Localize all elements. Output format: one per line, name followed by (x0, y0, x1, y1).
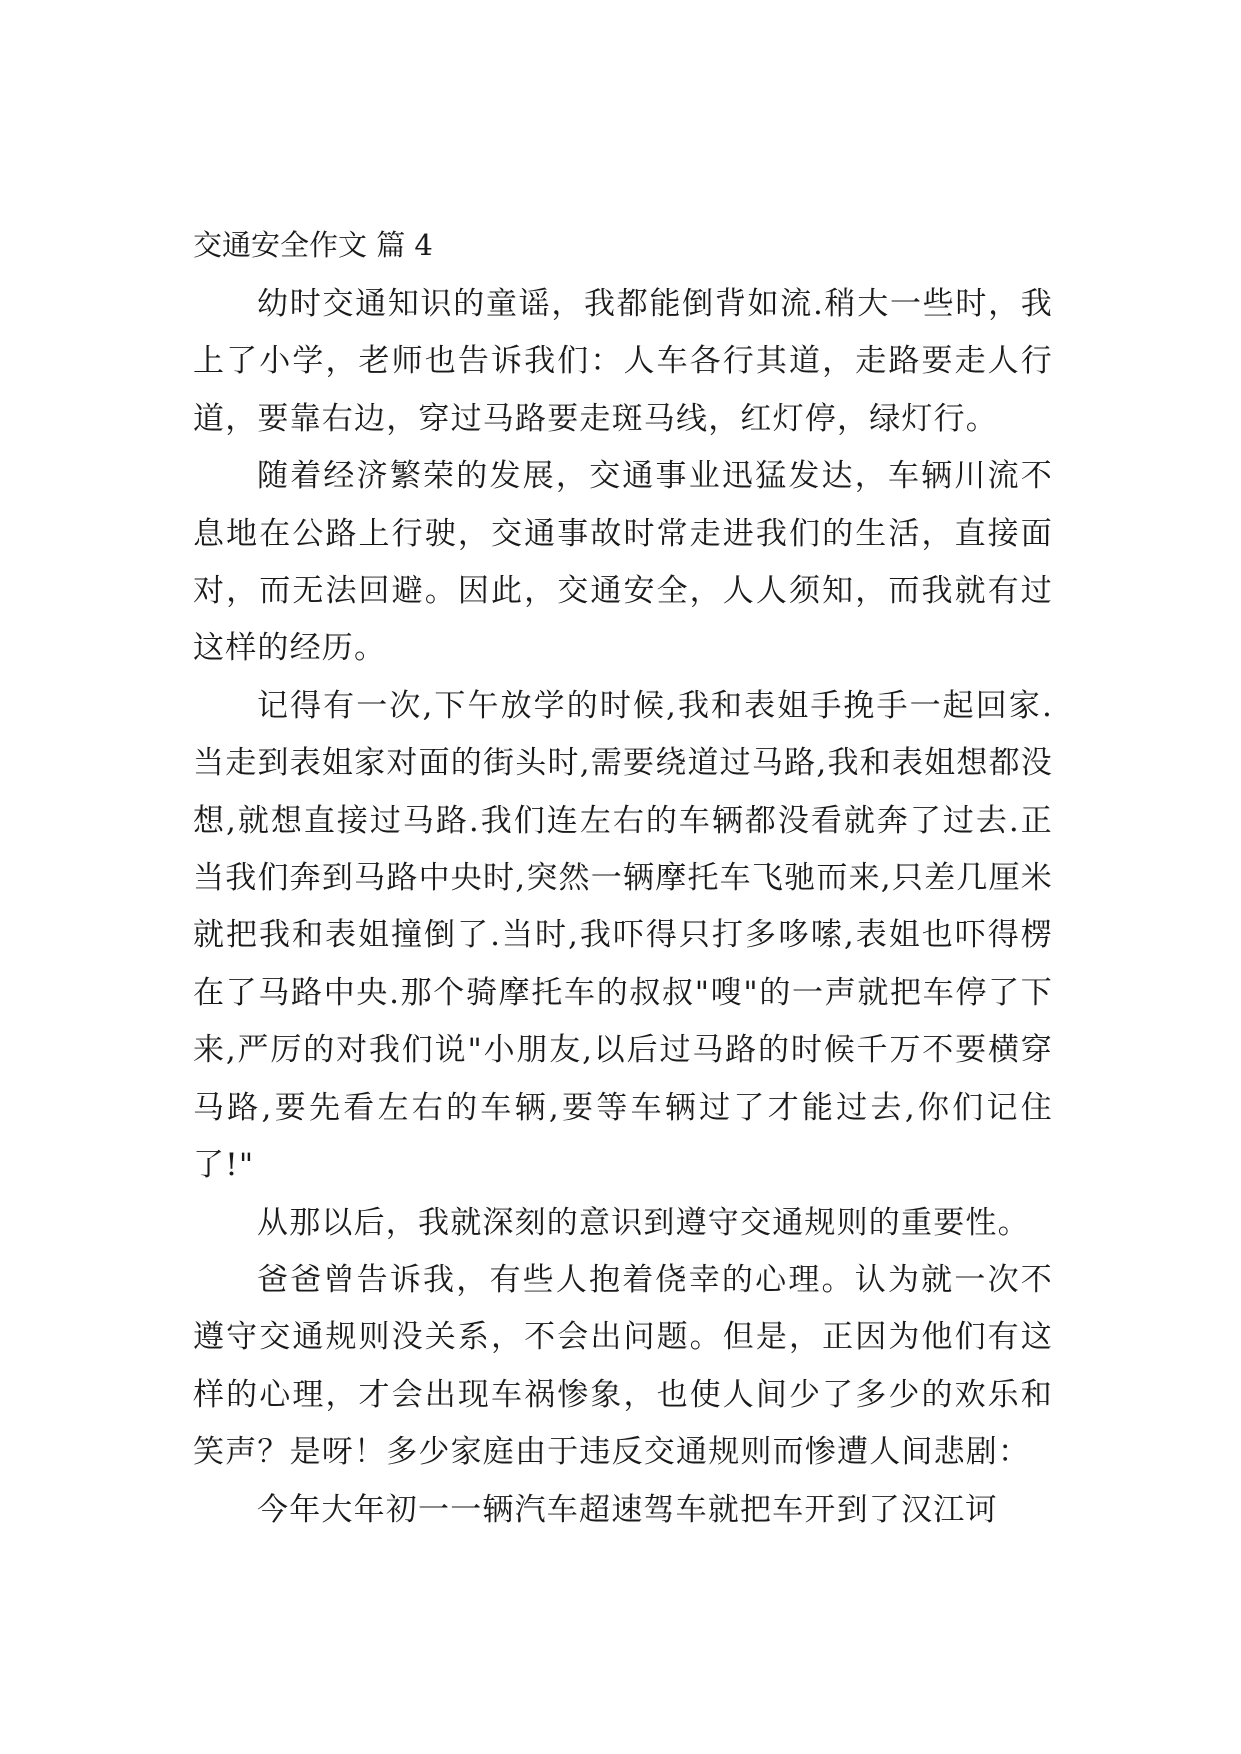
document-page (193, 222, 1053, 1539)
paragraph-4: 从那以后，我就深刻的意识到遵守交通规则的重要性。 (257, 1204, 1030, 1241)
document-title: 交通安全作文 篇 4 (193, 228, 433, 262)
paragraph-1: 幼时交通知识的童谣，我都能倒背如流.稍大一些时，我上了小学，老师也告诉我们：人车各行其道，走路要走人行道，要靠右边，穿过马路要走斑马线，红灯停，绿灯行。 (193, 286, 1053, 437)
paragraph-3: 记得有一次,下午放学的时候,我和表姐手挽手一起回家.当走到表姐家对面的街头时,需要绕道过马路,我和表姐想都没想,就想直接过马路.我们连左右的车辆都没看就奔了过去.正当我们奔到马路中央时,突然一辆摩托车飞驰而来,只差几厘米就把我和表姐撞倒了.当时,我吓得只打多哆嗦,表姐也吓得楞在了马路中央.那个骑摩托车的叔叔"嗖"的一声就把车停了下来,严厉的对我们说"小朋友,以后过马路的时候千万不要横穿马路,要先看左右的车辆,要等车辆过了才能过去,你们记住了!" (193, 687, 1053, 1184)
paragraph-6: 今年大年初一一辆汽车超速驾车就把车开到了汉江诃 (257, 1491, 998, 1528)
paragraph-5: 爸爸曾告诉我，有些人抱着侥幸的心理。认为就一次不遵守交通规则没关系，不会出问题。但是，正因为他们有这样的心理，才会出现车祸惨象，也使人间少了多少的欢乐和笑声？是呀！多少家庭由于违反交通规则而惨遭人间悲剧： (193, 1261, 1053, 1471)
paragraph-2: 随着经济繁荣的发展，交通事业迅猛发达，车辆川流不息地在公路上行驶，交通事故时常走进我们的生活，直接面对，而无法回避。因此，交通安全，人人须知，而我就有过这样的经历。 (193, 458, 1053, 667)
